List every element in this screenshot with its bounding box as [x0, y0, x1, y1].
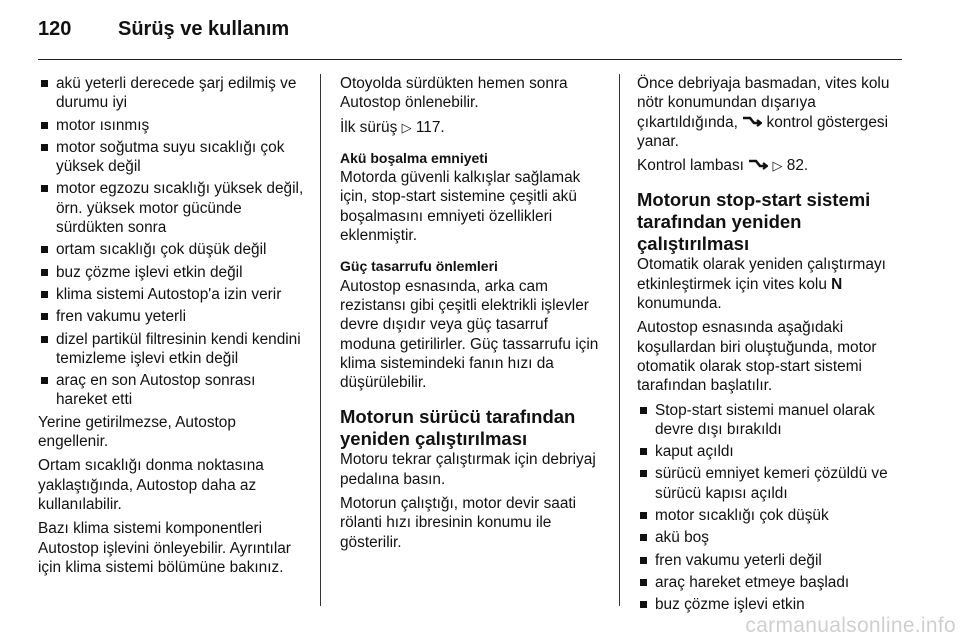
autostop-indicator-icon: [748, 159, 768, 171]
paragraph: Otoyolda sürdükten hemen sonra Autostop önlenebilir.: [340, 75, 568, 112]
list-item: akü boş: [637, 528, 905, 547]
list-item: fren vakumu yeterli değil: [637, 551, 905, 570]
list-item: Stop-start sistemi manuel olarak devre dışı bırakıldı: [637, 401, 905, 440]
subheading-battery-protection: Akü boşalma emniyeti: [340, 149, 488, 166]
list-item: sürücü emniyet kemeri çözüldü ve sürücü kapısı açıldı: [637, 464, 905, 503]
text-segment: Önce debriyaja basmadan, vites kolu nötr konumundan dışarıya çıkartıldığında,: [637, 75, 890, 131]
list-item: klima sistemi Autostop'a izin verir: [38, 285, 310, 304]
watermark: carmanualsonline.info: [745, 614, 956, 637]
list-item: ortam sıcaklığı çok düşük değil: [38, 240, 310, 259]
list-item: buz çözme işlevi etkin değil: [38, 263, 310, 282]
restart-conditions-list: [637, 401, 905, 615]
paragraph: Autostop esnasında, arka cam rezistansı gibi çeşitli elektrikli işlevler devre dışıdır veya güç tasarruf moduna getirilirler. Güç tassarrufu için klima sistemindeki fanın hızı da düşürülebilir.: [340, 277, 599, 392]
paragraph: [637, 255, 905, 313]
list-item: akü yeterli derecede şarj edilmiş ve durumu iyi: [38, 74, 310, 113]
paragraph: [637, 74, 905, 151]
neutral-gear-symbol: N: [831, 275, 843, 293]
autostop-indicator-icon: [742, 116, 762, 128]
paragraph: Motorda güvenli kalkışlar sağlamak için, stop-start sistemine çeşitli akü boşalmasını emniyeti özellikleri eklenmiştir.: [340, 169, 581, 245]
list-item: araç en son Autostop sonrası hareket etti: [38, 371, 310, 410]
header-rule: [38, 59, 902, 60]
paragraph: Autostop esnasında aşağıdaki koşullardan biri oluştuğunda, motor otomatik olarak stop-start sistemi tarafından başlatılır.: [637, 319, 877, 395]
paragraph: Yerine getirilmezse, Autostop engellenir.: [38, 413, 236, 451]
reference-text: Kontrol lambası: [637, 157, 744, 175]
reference-text: İlk sürüş: [340, 118, 398, 136]
list-item: motor ısınmış: [38, 116, 310, 135]
list-item: motor soğutma suyu sıcaklığı çok yüksek değil: [38, 138, 310, 177]
list-item: motor sıcaklığı çok düşük: [637, 506, 905, 525]
page-reference-arrow-icon: ▷: [401, 119, 412, 135]
column-middle: [340, 74, 605, 557]
page-number: 120: [38, 18, 72, 40]
first-drive-reference: [340, 118, 605, 137]
column-right: [637, 74, 905, 618]
text-segment: kontrol göstergesi yanar.: [637, 113, 888, 150]
list-item: fren vakumu yeterli: [38, 307, 310, 326]
chapter-title: Sürüş ve kullanım: [118, 18, 290, 40]
control-lamp-reference: [637, 156, 905, 175]
subheading-power-saving: Güç tasarrufu önlemleri: [340, 258, 498, 275]
reference-page-link[interactable]: 82.: [786, 157, 809, 175]
text-segment: Otomatik olarak yeniden çalıştırmayı etkinleştirmek için vites kolu: [637, 256, 886, 293]
section-heading-driver-restart: Motorun sürücü tarafından yeniden çalıştırılması: [340, 406, 576, 450]
list-item: araç hareket etmeye başladı: [637, 573, 905, 592]
list-item: buz çözme işlevi etkin: [637, 595, 905, 614]
list-item: dizel partikül filtresinin kendi kendini temizleme işlevi etkin değil: [38, 330, 310, 369]
paragraph: Bazı klima sistemi komponentleri Autostop işlevini önleyebilir. Ayrıntılar için klima sistemi bölümüne bakınız.: [38, 520, 291, 576]
section-heading-system-restart: Motorun stop-start sistemi tarafından yeniden çalıştırılması: [637, 189, 871, 255]
autostop-conditions-list: [38, 74, 310, 410]
reference-page-link[interactable]: 117.: [415, 118, 445, 136]
paragraph: Motorun çalıştığı, motor devir saati rölanti hızı ibresinin konumu ile gösterilir.: [340, 495, 577, 551]
paragraph: Ortam sıcaklığı donma noktasına yaklaştığında, Autostop daha az kullanılabilir.: [38, 457, 264, 513]
column-divider-right: [619, 74, 620, 606]
column-left: [38, 74, 310, 582]
column-divider-left: [320, 74, 321, 606]
text-segment: konumunda.: [637, 295, 722, 313]
paragraph: Motoru tekrar çalıştırmak için debriyaj pedalına basın.: [340, 451, 596, 488]
page-reference-arrow-icon: ▷: [772, 158, 783, 174]
list-item: motor egzozu sıcaklığı yüksek değil, örn. yüksek motor gücünde sürdükten sonra: [38, 179, 310, 237]
list-item: kaput açıldı: [637, 442, 905, 461]
